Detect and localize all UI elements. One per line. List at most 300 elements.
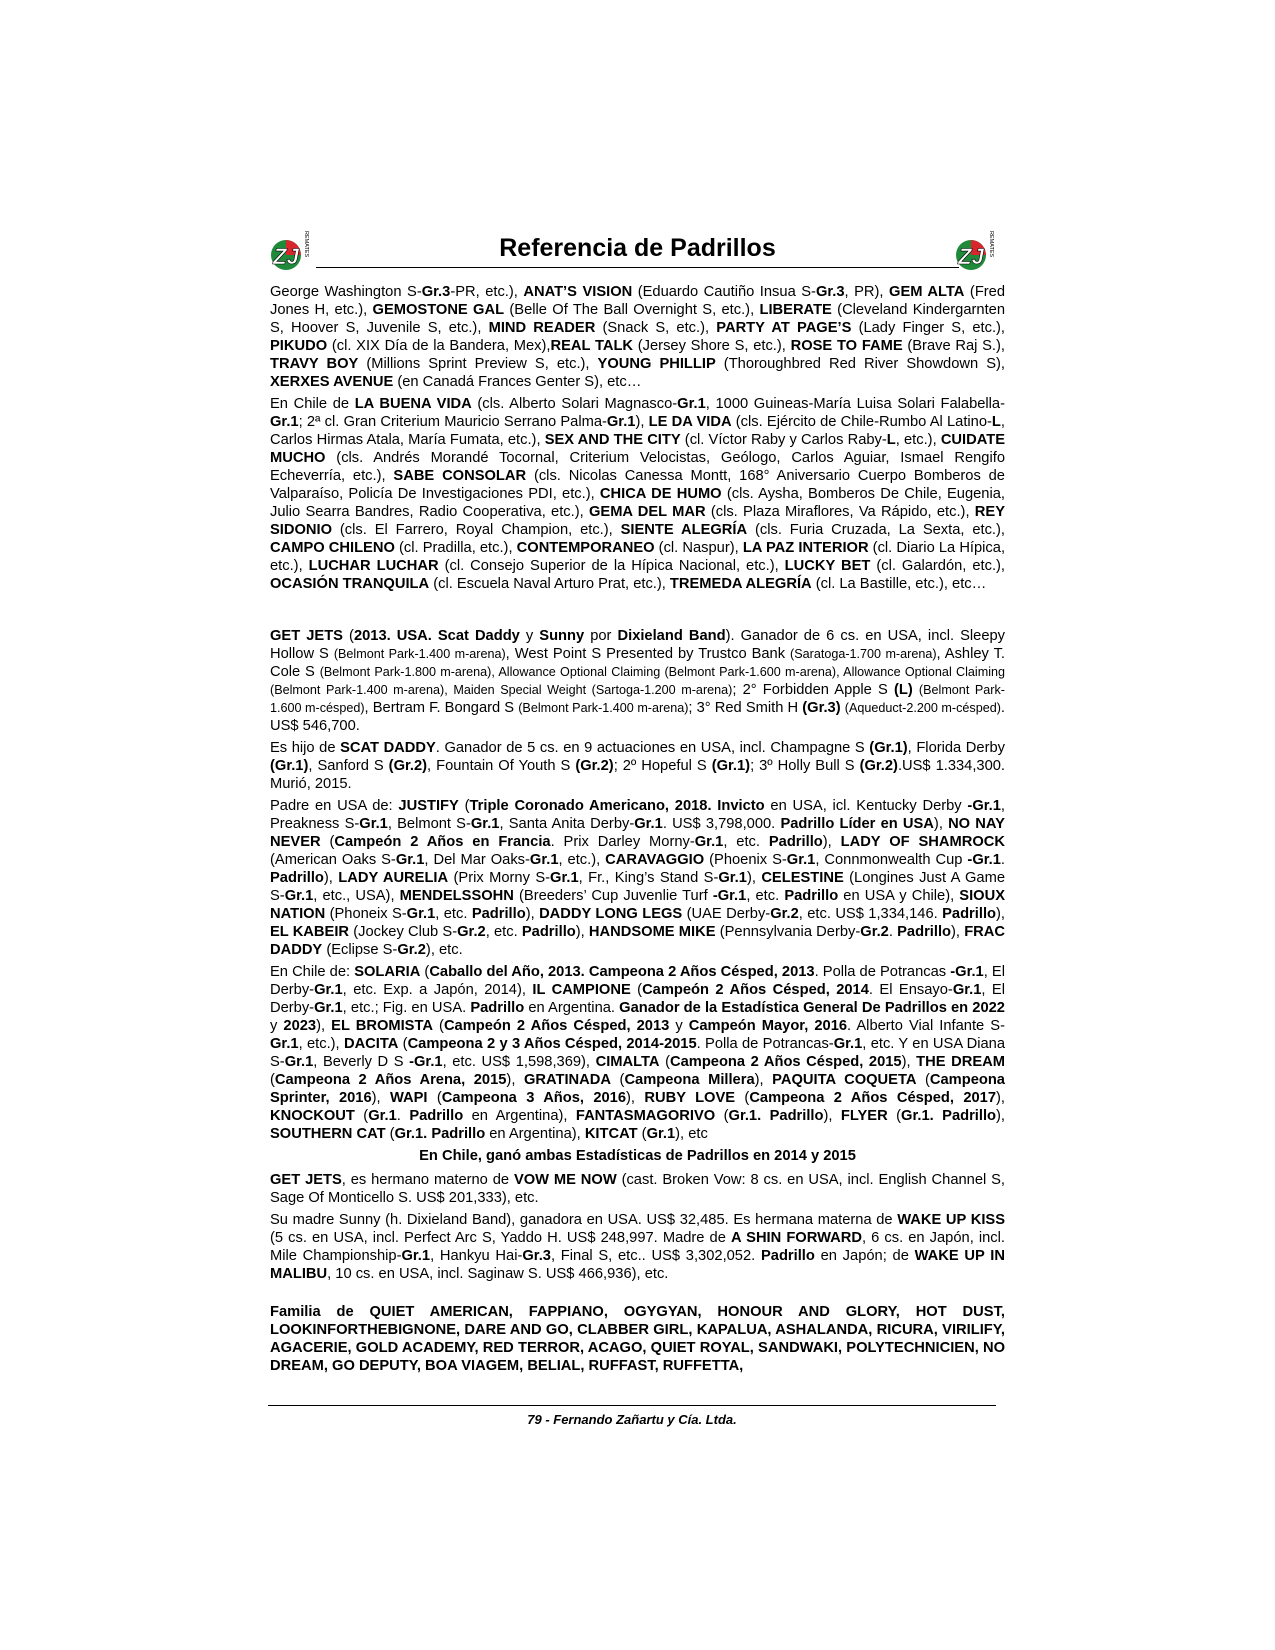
text-run: , etc., USA), (313, 888, 400, 904)
text-run: ( (715, 1108, 729, 1124)
bold-run: Gr.1 (314, 1000, 343, 1016)
text-run: ), (371, 1090, 390, 1106)
text-run: , El Derby- (270, 964, 1005, 998)
bold-run: SEX AND THE CITY (544, 432, 681, 448)
bold-run: SOLARIA (354, 964, 421, 980)
text-run: , PR), (844, 284, 890, 300)
text-run: ), (951, 924, 965, 940)
bold-run: SOUTHERN CAT (270, 1126, 386, 1142)
text-run: (cls. Furia Cruzada, La Sexta, etc.), (747, 522, 1005, 538)
bold-run: 2013. USA. Scat Daddy (353, 628, 520, 644)
bold-run: LE DA VIDA (648, 414, 732, 430)
text-run: -PR, etc.), (450, 284, 524, 300)
text-run: , etc.), (895, 432, 941, 448)
statistics-heading (270, 1147, 1005, 1165)
bold-run: Gr.1 (634, 816, 663, 832)
bold-run: Gr.1 (284, 1054, 314, 1070)
bold-run: Sunny (539, 628, 585, 644)
text-run: (Lady Finger S, etc.), (851, 320, 1006, 336)
text-run: (Jockey Club S- (349, 924, 458, 940)
bold-run: Gr.1 (470, 816, 500, 832)
text-run: ), (901, 1054, 917, 1070)
bold-run: Padrillo (409, 1108, 464, 1124)
text-run: (cls. El Farrero, Royal Champion, etc.), (332, 522, 621, 538)
bold-run: Campeón 2 Años Césped, 2013 (443, 1018, 670, 1034)
paragraph-sire-progeny-usa (270, 283, 1005, 391)
bold-run: -Gr.1 (712, 888, 747, 904)
text-run: en USA y Chile), (838, 888, 960, 904)
text-run: (cl. Diario La Hípica, etc.), (270, 540, 1006, 574)
text-run: , Preakness S- (270, 798, 1005, 832)
bold-run: Campeona 2 Años Arena, 2015 (274, 1072, 507, 1088)
bold-run: LADY AURELIA (338, 870, 449, 886)
bold-run: REAL TALK (550, 338, 634, 354)
text-run: (cl. XIX Día de la Bandera, Mex), (327, 338, 551, 354)
bold-run: SIOUX NATION (270, 888, 1006, 922)
bold-run: Gr.2 (457, 924, 486, 940)
text-run: (Jersey Shore S, etc.), (633, 338, 791, 354)
text-run: .US$ 1.334,300. Murió, 2015. (270, 758, 1006, 792)
bold-run: Familia de QUIET AMERICAN, FAPPIANO, OGYGYAN, HONOUR AND GLORY, HOT DUST, LOOKINFORTHEBIGNONE, DARE AND GO, CLABBER GIRL, KAPALUA, ASHALANDA, RICURA, VIRILIFY, AGACERIE, GOLD ACADEMY, RED TERROR, ACAGO, QUIET ROYAL, SANDWAKI, POLYTECHNICIEN, NO DREAM, GO DEPUTY, BOA VIAGEM, BELIAL, RUFFAST, RUFFETTA, (270, 1304, 1005, 1374)
bold-run: Gr.1 (270, 1036, 299, 1052)
text-run: ), etc (675, 1126, 708, 1142)
paragraph-sire-progeny-chile (270, 395, 1005, 593)
text-run: Su madre Sunny (h. Dixieland Band), ganadora en USA. US$ 32,485. Es hermana materna de (270, 1212, 898, 1228)
bold-run: GEMA DEL MAR (588, 504, 706, 520)
bold-run: (Gr.3) (802, 700, 841, 716)
svg-text:ZJ: ZJ (958, 244, 984, 269)
bold-run: VOW ME NOW (513, 1172, 617, 1188)
text-run: ( (887, 1108, 902, 1124)
text-run: ), (323, 870, 339, 886)
text-run: ), (316, 1018, 332, 1034)
bold-run: (Gr.1) (869, 740, 908, 756)
bold-run: Gr.1 (694, 834, 724, 850)
bold-run: Gr.1 (314, 982, 343, 998)
bold-run: Gr.1 (646, 1126, 676, 1142)
text-run: (Phoneix S- (325, 906, 407, 922)
text-run: , Belmont S- (387, 816, 471, 832)
text-run: ( (458, 798, 470, 814)
bold-run: Gr.1 (952, 982, 982, 998)
small-run: (Saratoga-1.700 m-arena) (790, 647, 937, 661)
text-run: (Pennsylvania Derby- (715, 924, 861, 940)
text-run: , etc. Y en USA Diana S- (270, 1036, 1006, 1070)
text-run: y (270, 1018, 284, 1034)
text-run: ( (385, 1126, 395, 1142)
text-run: (cast. Broken Vow: 8 cs. en USA, incl. English Channel S, Sage Of Monticello S. US$ 201,333), etc. (270, 1172, 1006, 1206)
text-run: Padre en USA de: (270, 798, 399, 814)
bold-run: Gr.2 (397, 942, 426, 958)
text-run: ; 2° Forbidden Apple S (732, 682, 894, 698)
header-rule (316, 267, 959, 268)
svg-text:ZJ: ZJ (273, 244, 299, 269)
bold-run: IL CAMPIONE (532, 982, 631, 998)
text-run: , Santa Anita Derby- (499, 816, 635, 832)
text-run: (en Canadá Frances Genter S), etc… (393, 374, 642, 390)
bold-run: Gr.2 (860, 924, 889, 940)
bold-run: Gr.1 (270, 414, 299, 430)
text-run: (Millions Sprint Preview S, etc.), (358, 356, 598, 372)
bold-run: Padrillo (521, 924, 576, 940)
bold-run: Gr.1 (359, 816, 388, 832)
paragraph-half-brother (270, 1171, 1005, 1207)
bold-run: Gr.1 (550, 870, 579, 886)
text-run: ( (320, 834, 335, 850)
text-run: (cl. Galardón, etc.), (870, 558, 1006, 574)
text-run: en Argentina. (524, 1000, 620, 1016)
bold-run: Gr.1 (406, 906, 436, 922)
text-run: ( (735, 1090, 750, 1106)
bold-run: Caballo del Año, 2013. Campeona 2 Años Césped, 2013 (429, 964, 815, 980)
bold-run: Gr.1 (368, 1108, 397, 1124)
bold-run: Padrillo (768, 834, 823, 850)
text-run: . (888, 924, 898, 940)
bold-run: Gr.1 (677, 396, 706, 412)
bold-run: Campeona 3 Años, 2016 (441, 1090, 627, 1106)
bold-run: LADY OF SHAMROCK (840, 834, 1005, 850)
text-run: en Japón; de (814, 1248, 915, 1264)
text-run: ( (916, 1072, 930, 1088)
text-run: ( (354, 1108, 369, 1124)
text-run: ; 2º Hopeful S (613, 758, 712, 774)
bold-run: WAPI (389, 1090, 428, 1106)
text-run: (cl. Naspur), (654, 540, 743, 556)
text-run: ( (342, 628, 354, 644)
bold-run: Gr.1 (401, 1248, 431, 1264)
small-run: (Aqueduct-2.200 m-césped) (844, 701, 1001, 715)
text-run: , etc.), (298, 1036, 344, 1052)
bold-run: LA PAZ INTERIOR (742, 540, 869, 556)
bold-run: L (991, 414, 1001, 430)
bold-run: PARTY AT PAGE’S (716, 320, 852, 336)
bold-run: Gr.1 (395, 852, 425, 868)
bold-run: CELESTINE (761, 870, 844, 886)
bold-run: Campeona 2 Años Césped, 2015 (669, 1054, 902, 1070)
text-run: ), (635, 414, 649, 430)
bold-run: Campeón 2 Años Césped, 2014 (642, 982, 869, 998)
text-run: (cl. Escuela Naval Arturo Prat, etc.), (429, 576, 670, 592)
text-run: (cls. Aysha, Bomberos De Chile, Eugenia, Julio Searra Bandres, Radio Cooperativa, etc.), (270, 486, 1005, 520)
bold-run: Campeón Mayor, 2016 (688, 1018, 848, 1034)
paragraph-family (270, 1303, 1005, 1375)
text-run: ; 3º Holly Bull S (750, 758, 860, 774)
bold-run: Padrillo (270, 870, 324, 886)
paragraph-sire-in-usa (270, 797, 1005, 959)
text-run: (cl. Pradilla, etc.), (394, 540, 517, 556)
text-run: ( (637, 1126, 647, 1142)
bold-run: SCAT DADDY (340, 740, 436, 756)
text-run: , Fountain Of Youth S (427, 758, 576, 774)
text-run: , Florida Derby (907, 740, 1005, 756)
bold-run: Padrillo (471, 906, 526, 922)
text-run: ), (996, 906, 1005, 922)
bold-run: HANDSOME MIKE (588, 924, 716, 940)
text-run: . US$ 3,798,000. (662, 816, 781, 832)
text-run: . (1000, 852, 1005, 868)
text-run: (cls. Andrés Morandé Tocornal, Criterium Velocistas, Geólogo, Carlos Aguiar, Ismael Rengifo Echeverría, etc.), (270, 450, 1005, 484)
text-run: (Prix Morny S- (448, 870, 551, 886)
bold-run: Campeona 2 y 3 Años Césped, 2014-2015 (407, 1036, 697, 1052)
text-run: (5 cs. en USA, incl. Perfect Arc S, Yaddo H. US$ 248,997. Madre de (270, 1230, 731, 1246)
bold-run: (Gr.2) (859, 758, 898, 774)
text-run: , West Point S Presented by Trustco Bank (505, 646, 791, 662)
text-run: ), (575, 924, 589, 940)
paragraph-scat-daddy (270, 739, 1005, 793)
bold-run: CHICA DE HUMO (599, 486, 722, 502)
bold-run: THE DREAM (916, 1054, 1005, 1070)
text-run: , etc. (485, 924, 522, 940)
paragraph-dam (270, 1211, 1005, 1283)
bold-run: KNOCKOUT (270, 1108, 355, 1124)
bold-run: Gr.1. Padrillo (394, 1126, 486, 1142)
bold-run: NO NAY NEVER (270, 816, 1005, 850)
text-run: (UAE Derby- (682, 906, 771, 922)
bold-run: MIND READER (488, 320, 596, 336)
paragraph-sire-in-chile (270, 963, 1005, 1143)
text-run: en Argentina), (485, 1126, 585, 1142)
bold-run: FANTASMAGORIVO (575, 1108, 716, 1124)
bold-run: KITCAT (584, 1126, 638, 1142)
page-header (268, 227, 1007, 275)
text-run: , etc. Exp. a Japón, 2014), (342, 982, 533, 998)
bold-run: CARAVAGGIO (605, 852, 705, 868)
text-run: (Brave Raj S.), (902, 338, 1005, 354)
bold-run: ROSE TO FAME (790, 338, 903, 354)
text-run: , etc. US$ 1,598,369), (442, 1054, 596, 1070)
bold-run: SIENTE ALEGRÍA (620, 522, 748, 538)
text-run: ), (996, 1108, 1005, 1124)
text-run: (Eclipse S- (322, 942, 398, 958)
text-run: . Polla de Potrancas (814, 964, 951, 980)
footer-rule (268, 1405, 996, 1406)
text-run: ( (398, 1036, 408, 1052)
bold-run: Gr.1 (718, 870, 747, 886)
bold-run: YOUNG PHILLIP (597, 356, 716, 372)
bold-run: CUIDATE MUCHO (270, 432, 1005, 466)
bold-run: JUSTIFY (398, 798, 459, 814)
text-run: por (584, 628, 618, 644)
text-run: , Final S, etc.. US$ 3,302,052. (550, 1248, 761, 1264)
text-run: , etc. (746, 888, 785, 904)
text-run: ( (659, 1054, 670, 1070)
text-run: , etc.; Fig. en USA. (342, 1000, 471, 1016)
text-run: ), (933, 816, 949, 832)
zj-remates-logo-icon (270, 227, 312, 273)
text-run: ), (525, 906, 540, 922)
page-footer: 79 - Fernando Zañartu y Cía. Ltda. (527, 1412, 737, 1427)
text-run: , etc.), (558, 852, 606, 868)
bold-run: Gr.1 (606, 414, 636, 430)
small-run: (Belmont Park-1.600 m-césped) (270, 683, 1005, 715)
text-run: ( (630, 982, 643, 998)
bold-run: GEM ALTA (889, 284, 965, 300)
text-run: (cl. La Bastille, etc.), etc… (811, 576, 987, 592)
text-run: (Snack S, etc.), (595, 320, 717, 336)
page-content (270, 283, 1005, 1379)
bold-run: DACITA (343, 1036, 399, 1052)
bold-run: CIMALTA (595, 1054, 660, 1070)
bold-run: Ganador de la Estadística General De Padrillos en 2022 (619, 1000, 1005, 1016)
text-run: , Hankyu Hai- (430, 1248, 523, 1264)
text-run: , Ashley T. Cole S (270, 646, 1005, 680)
bold-run: Padrillo (760, 1248, 815, 1264)
text-run: en USA, icl. Kentucky Derby (764, 798, 968, 814)
text-run: . Prix Darley Morny- (550, 834, 695, 850)
text-run: ), (626, 1090, 645, 1106)
bold-run: Gr.1 (529, 852, 559, 868)
text-run: ( (610, 1072, 625, 1088)
text-run: (Fred Jones H, etc.), (270, 284, 1006, 318)
text-run: ; 2ª cl. Gran Criterium Mauricio Serrano Palma- (298, 414, 607, 430)
text-run: ). Ganador de 6 cs. en USA, incl. Sleepy Hollow S (270, 628, 1006, 662)
text-run: (American Oaks S- (270, 852, 396, 868)
text-run: ), (996, 1090, 1005, 1106)
bold-run: Campeona 2 Años Césped, 2017 (749, 1090, 997, 1106)
bold-run: EL BROMISTA (331, 1018, 433, 1034)
bold-run: DADDY LONG LEGS (539, 906, 683, 922)
bold-run: LUCKY BET (784, 558, 871, 574)
bold-run: Padrillo (897, 924, 952, 940)
bold-run: -Gr.1 (967, 798, 1001, 814)
bold-run: Campeón 2 Años en Francia (334, 834, 551, 850)
bold-run: (Gr.1) (711, 758, 751, 774)
bold-run: Gr.1. Padrillo (901, 1108, 997, 1124)
text-run: , 1000 Guineas-María Luisa Solari Falabella- (705, 396, 1005, 412)
text-run: , Sanford S (308, 758, 389, 774)
text-run: , Del Mar Oaks- (424, 852, 530, 868)
bold-run: CONTEMPORANEO (516, 540, 655, 556)
text-run: ), (754, 1072, 773, 1088)
text-run: En Chile de: (270, 964, 355, 980)
bold-run: Padrillo (470, 1000, 525, 1016)
text-run: y (669, 1018, 689, 1034)
bold-run: OCASIÓN TRANQUILA (270, 576, 430, 592)
bold-run: MENDELSSOHN (399, 888, 514, 904)
bold-run: GET JETS (270, 628, 343, 644)
text-run: (cls. Alberto Solari Magnasco- (471, 396, 678, 412)
bold-run: EL KABEIR (270, 924, 350, 940)
small-run: (Belmont Park-1.800 m-arena), Allowance Optional Claiming (Belmont Park-1.600 m-arena), Allowance Optional Claiming (Belmont Park-1.400 m-arena), Maiden Special Weight (Sartoga-1.200 m-arena) (270, 665, 1005, 697)
text-run: (cls. Ejército de Chile-Rumbo Al Latino- (731, 414, 992, 430)
text-run: , El Derby- (270, 982, 1005, 1016)
bold-run: SABE CONSOLAR (393, 468, 527, 484)
bold-run: FRAC DADDY (270, 924, 1005, 958)
bold-run: PAQUITA COQUETA (772, 1072, 917, 1088)
bold-run: Gr.2 (770, 906, 799, 922)
bold-run: -Gr.1 (409, 1054, 443, 1070)
text-run: , es hermano materno de (341, 1172, 514, 1188)
bold-run: Gr.1 (284, 888, 314, 904)
text-run: , Bertram F. Bongard S (364, 700, 519, 716)
bold-run: XERXES AVENUE (270, 374, 394, 390)
text-run: ), (746, 870, 762, 886)
bold-run: A SHIN FORWARD (731, 1230, 862, 1246)
bold-run: PIKUDO (270, 338, 328, 354)
text-run: ( (427, 1090, 442, 1106)
text-run: (Belle Of The Ball Overnight S, etc.), (504, 302, 760, 318)
bold-run: Gr.3 (815, 284, 845, 300)
bold-run: Gr.1 (833, 1036, 863, 1052)
bold-run: WAKE UP KISS (897, 1212, 1005, 1228)
bold-run: L (886, 432, 896, 448)
text-run: , etc. (723, 834, 769, 850)
text-run: ), etc. (425, 942, 463, 958)
small-run: (Belmont Park-1.400 m-arena) (518, 701, 689, 715)
bold-run: Triple Coronado Americano, 2018. Invicto (469, 798, 765, 814)
text-run: , 10 cs. en USA, incl. Saginaw S. US$ 466,936), etc. (327, 1266, 669, 1282)
text-run: ), (506, 1072, 524, 1088)
text-run: , etc. (435, 906, 472, 922)
bold-run: Gr.3 (421, 284, 451, 300)
text-run: (cls. Plaza Miraflores, Va Rápido, etc.), (705, 504, 975, 520)
text-run: ), (822, 834, 841, 850)
text-run: , 6 cs. en Japón, incl. Mile Championship- (270, 1230, 1005, 1264)
bold-run: ANAT’S VISION (523, 284, 633, 300)
bold-run: Padrillo (942, 906, 996, 922)
bold-run: Padrillo (784, 888, 839, 904)
bold-run: TRAVY BOY (270, 356, 359, 372)
bold-run: 2023 (283, 1018, 317, 1034)
text-run: ( (432, 1018, 444, 1034)
text-run: (Cleveland Kindergarnten S, Hoover S, Juvenile S, etc.), (270, 302, 1005, 336)
bold-run: (Gr.2) (575, 758, 614, 774)
text-run: ( (420, 964, 430, 980)
text-run: , Beverly D S (313, 1054, 410, 1070)
bold-run: (Gr.1) (270, 758, 309, 774)
bold-run: Gr.1 (786, 852, 816, 868)
text-run: . Polla de Potrancas- (696, 1036, 834, 1052)
zj-remates-logo-icon (955, 227, 997, 273)
small-run: (Belmont Park-1.400 m-arena) (333, 647, 506, 661)
text-run: ), (823, 1108, 841, 1124)
text-run: En Chile, ganó ambas Estadísticas de Padrillos en 2014 y 2015 (419, 1148, 856, 1164)
text-run: . (396, 1108, 410, 1124)
page-title: Referencia de Padrillos (499, 234, 776, 262)
bold-run: GET JETS (270, 1172, 342, 1188)
svg-text:REMATES: REMATES (988, 231, 994, 258)
bold-run: Gr.1. Padrillo (728, 1108, 824, 1124)
text-run: en Argentina), (463, 1108, 576, 1124)
text-run: ; 3° Red Smith H (688, 700, 803, 716)
bold-run: LIBERATE (759, 302, 832, 318)
text-run: , Connmonwealth Cup (815, 852, 968, 868)
bold-run: Gr.3 (522, 1248, 551, 1264)
text-run: , etc. US$ 1,334,146. (798, 906, 943, 922)
bold-run: Campeona Sprinter, 2016 (270, 1072, 1005, 1106)
text-run: (Breeders’ Cup Juvenlie Turf (513, 888, 713, 904)
text-run: y (519, 628, 540, 644)
bold-run: REY SIDONIO (270, 504, 1005, 538)
text-run: ( (270, 1072, 275, 1088)
text-run: . Ganador de 5 cs. en 9 actuaciones en USA, incl. Champagne S (435, 740, 870, 756)
text-run: En Chile de (270, 396, 355, 412)
svg-text:REMATES: REMATES (303, 231, 309, 258)
bold-run: CAMPO CHILENO (270, 540, 395, 556)
text-run: (Eduardo Cautiño Insua S- (632, 284, 816, 300)
bold-run: Dixieland Band (617, 628, 726, 644)
bold-run: FLYER (840, 1108, 888, 1124)
bold-run: TREMEDA ALEGRÍA (669, 576, 812, 592)
text-run: , Fr., King’s Stand S- (578, 870, 719, 886)
text-run: . Alberto Vial Infante S- (847, 1018, 1005, 1034)
text-run: (cl. Víctor Raby y Carlos Raby- (680, 432, 887, 448)
bold-run: RUBY LOVE (644, 1090, 736, 1106)
text-run: (Longines Just A Game S- (270, 870, 1005, 904)
text-run: . US$ 546,700. (270, 700, 1005, 734)
bold-run: -Gr.1 (950, 964, 984, 980)
bold-run: GEMOSTONE GAL (372, 302, 505, 318)
